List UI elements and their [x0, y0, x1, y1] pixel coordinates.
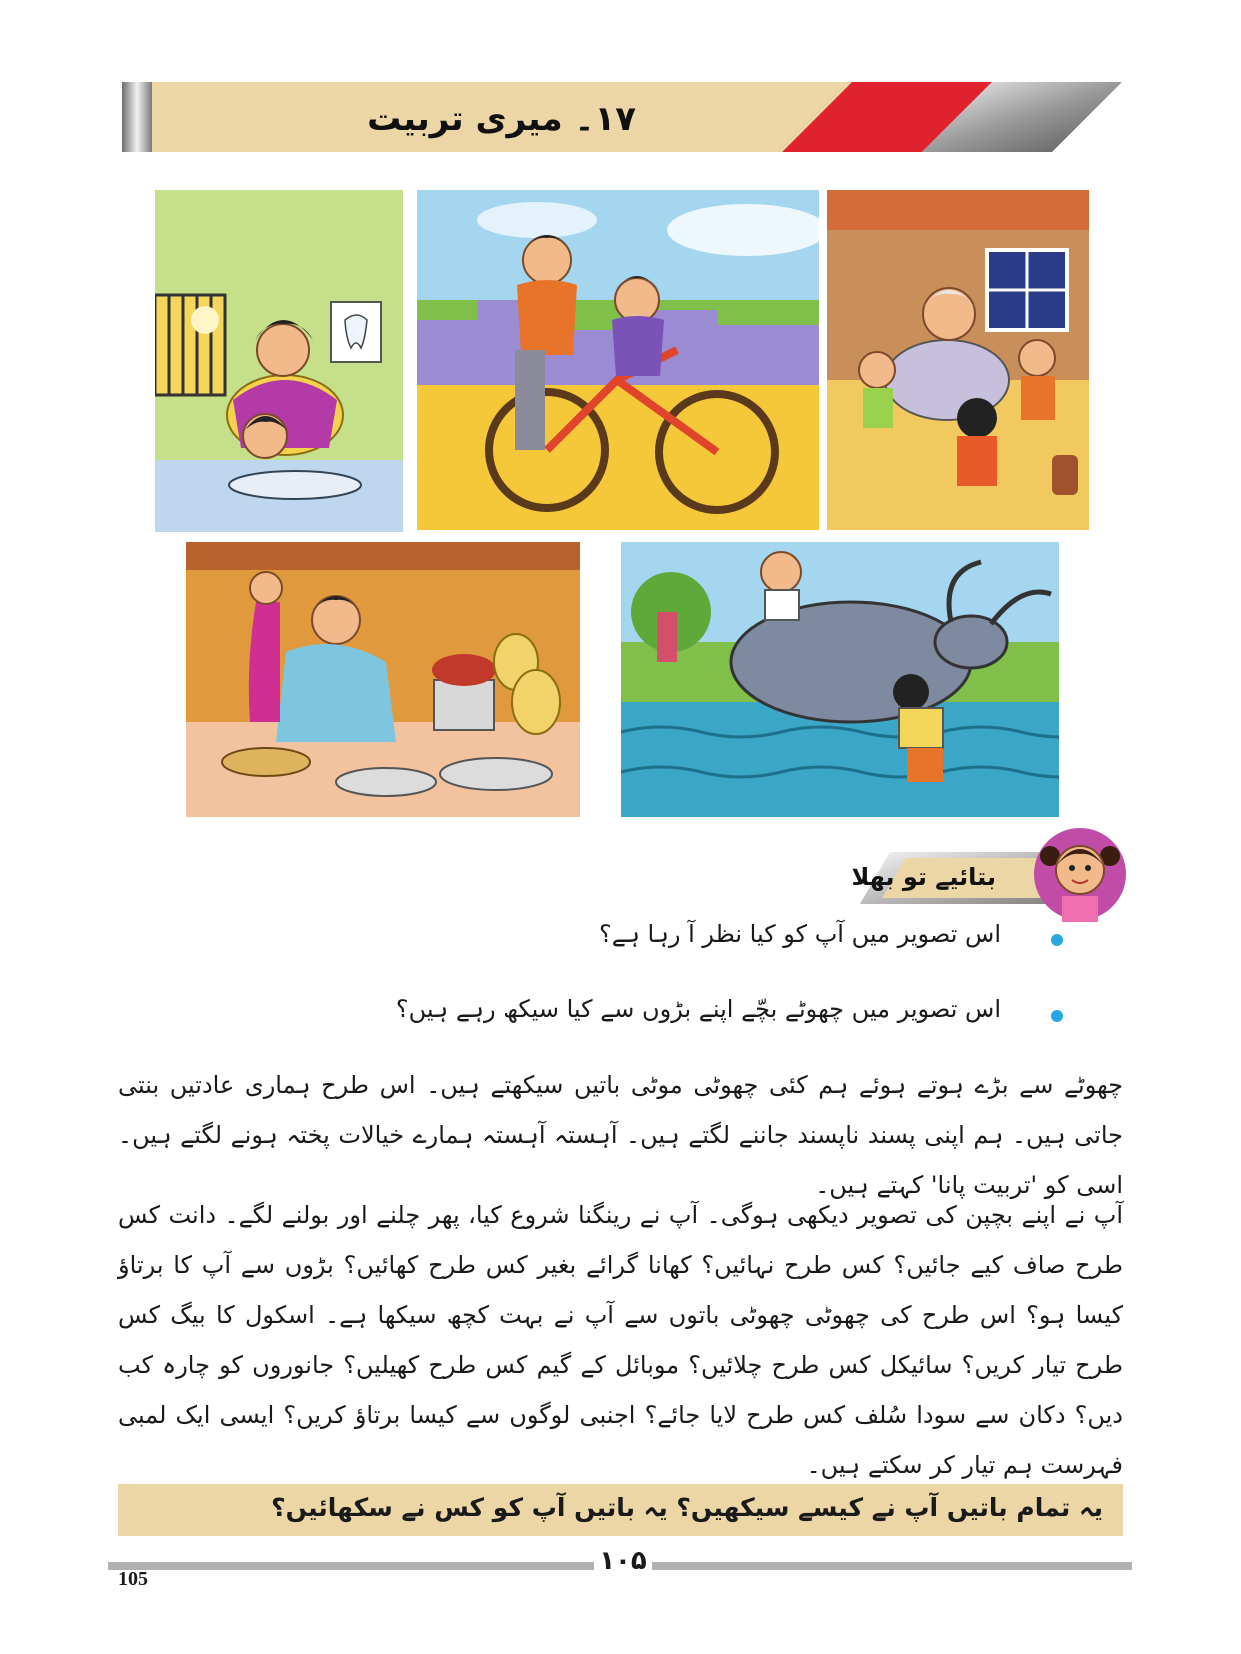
activity-label: بتائیے تو بھلا	[851, 863, 996, 891]
page-number-urdu: ۱۰۵	[599, 1546, 647, 1576]
mother-cooking-illustration	[186, 542, 580, 817]
girl-avatar-icon	[1032, 826, 1128, 922]
paragraph-1: چھوٹے سے بڑے ہوتے ہوئے ہم کئی چھوٹی موٹی باتیں سیکھتے ہیں۔ اس طرح ہماری عادتیں بنتی جاتی ہیں۔ ہم اپنی پسند ناپسند جاننے لگتے ہیں۔ آہستہ آہستہ ہمارے خیالات پختہ ہونے لگتے ہیں۔ اسی کو 'تربیت پانا' کہتے ہیں۔	[118, 1071, 1123, 1199]
highlight-question-box	[118, 1484, 1123, 1536]
mother-feeding-child-illustration	[155, 190, 403, 532]
bathing-buffalo-illustration	[621, 542, 1059, 817]
bullet-icon	[1051, 934, 1063, 946]
paragraph-2: آپ نے اپنے بچپن کی تصویر دیکھی ہوگی۔ آپ نے رینگنا شروع کیا، پھر چلنے اور بولنے لگے۔ دانت کس طرح صاف کیے جائیں؟ کس طرح نہائیں؟ کھانا گرائے بغیر کس طرح کھائیں؟ بڑوں سے آپ کا برتاؤ کیسا ہو؟ اس طرح کی چھوٹی چھوٹی باتوں سے آپ نے بہت کچھ سیکھا ہے۔ اسکول کا بیگ کس طرح تیار کریں؟ سائیکل کس طرح چلائیں؟ موبائل کے گیم کس طرح کھیلیں؟ جانوروں کو چارہ کب دیں؟ دکان سے سودا سُلف کس طرح لایا جائے؟ اجنبی لوگوں سے کیسا برتاؤ کریں؟ ایسی ایک لمبی فہرست ہم تیار کر سکتے ہیں۔	[118, 1201, 1123, 1479]
father-teaching-cycling-illustration	[417, 190, 819, 530]
grandmother-storytelling-illustration	[827, 190, 1089, 530]
question-1: اس تصویر میں آپ کو کیا نظر آ رہا ہے؟	[599, 920, 1001, 948]
footer-divider-left	[108, 1562, 594, 1570]
chapter-title: ۱۷۔ میری تربیت	[367, 99, 636, 139]
highlight-question: یہ تمام باتیں آپ نے کیسے سیکھیں؟ یہ باتیں آپ کو کس نے سکھائیں؟	[271, 1493, 1103, 1522]
page-number: 105	[118, 1568, 148, 1590]
footer-divider-right	[652, 1562, 1132, 1570]
question-2: اس تصویر میں چھوٹے بچّے اپنے بڑوں سے کیا سیکھ رہے ہیں؟	[395, 995, 1001, 1023]
bullet-icon	[1051, 1010, 1063, 1022]
